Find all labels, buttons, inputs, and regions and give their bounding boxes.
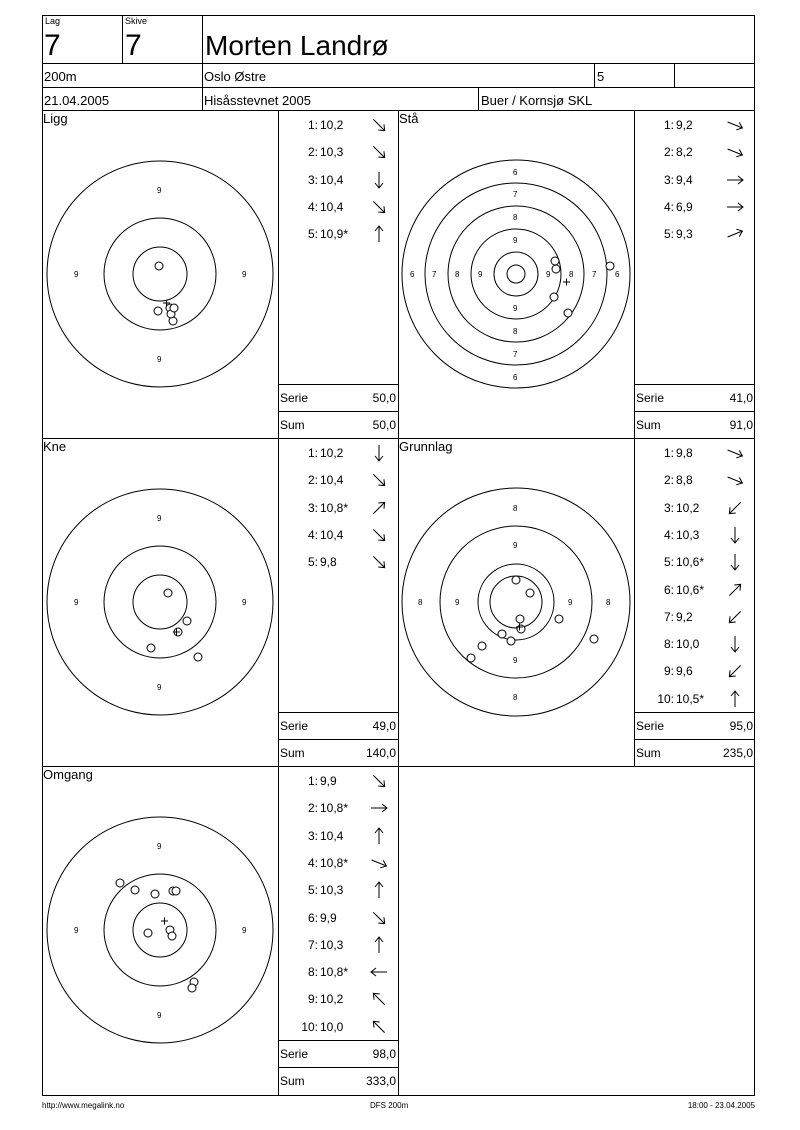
shot-hole — [526, 589, 534, 597]
shot-number: 5: — [663, 555, 674, 570]
shot-hole — [552, 265, 560, 273]
lag-label: Lag — [45, 16, 61, 26]
shot-row — [278, 555, 358, 569]
direction-arrow-icon — [724, 661, 746, 681]
shot-number: 2: — [663, 473, 674, 488]
divider — [634, 411, 755, 412]
shot-value: 8,2 — [676, 145, 693, 160]
shot-value: 9,8 — [676, 446, 693, 460]
ring-label: 8 — [455, 270, 460, 279]
divider — [278, 712, 398, 713]
shot-row — [278, 473, 358, 487]
shot-number: 4: — [307, 199, 318, 214]
divider — [202, 15, 203, 110]
shot-value: 9,6 — [676, 664, 693, 679]
shot-number: 2: — [307, 801, 318, 816]
ring-label: 9 — [157, 683, 162, 692]
direction-arrow-icon — [368, 962, 390, 982]
shot-number: 1: — [663, 118, 674, 132]
shot-value: 10,0 — [676, 637, 700, 652]
shot-value: 10,2 — [320, 992, 344, 1007]
shot-value: 10,4 — [320, 199, 344, 214]
ring-label: 9 — [157, 514, 162, 523]
ring-label: 9 — [242, 598, 247, 607]
sum-value: 333,0 — [365, 1074, 396, 1088]
shot-value: 10,3 — [320, 883, 344, 898]
mean-cross — [563, 279, 570, 286]
ring-label: 9 — [568, 598, 573, 607]
ring-label: 6 — [513, 373, 518, 382]
shot-value: 9,9 — [320, 774, 337, 788]
shot-value: 10,8* — [320, 500, 349, 515]
shot-row — [278, 992, 358, 1006]
shot-value: 10,8* — [320, 855, 349, 870]
serie-label: Serie — [280, 391, 309, 405]
shot-hole — [478, 642, 486, 650]
ring-label: 9 — [74, 598, 79, 607]
ring-label: 8 — [513, 504, 518, 513]
lag-value: 7 — [44, 29, 61, 62]
divider — [398, 110, 399, 766]
shot-row — [278, 938, 358, 952]
section-title-grunnlag: Grunnlag — [399, 439, 453, 454]
shot-number: 3: — [663, 500, 674, 515]
shot-value: 9,8 — [320, 555, 337, 570]
ring-label: 9 — [242, 270, 247, 279]
direction-arrow-icon — [368, 115, 390, 135]
shot-number: 2: — [307, 145, 318, 160]
shot-hole — [170, 304, 178, 312]
shot-number: 7: — [663, 609, 674, 624]
shot-number: 6: — [307, 910, 318, 925]
shot-value: 10,3 — [320, 937, 344, 952]
direction-arrow-icon — [368, 826, 390, 846]
shot-number: 3: — [307, 500, 318, 515]
shot-number: 9: — [307, 992, 318, 1007]
direction-arrow-icon — [368, 170, 390, 190]
shot-value: 9,2 — [676, 118, 693, 132]
shot-number: 5: — [307, 227, 318, 242]
shot-number: 5: — [307, 555, 318, 570]
shot-number: 10: — [301, 1019, 318, 1034]
ring-label: 7 — [432, 270, 437, 279]
ring-label: 8 — [513, 693, 518, 702]
shot-row — [634, 473, 714, 487]
shot-number: 4: — [663, 199, 674, 214]
shot-row — [278, 801, 358, 815]
direction-arrow-icon — [368, 798, 390, 818]
direction-arrow-icon — [368, 525, 390, 545]
shot-hole — [516, 615, 524, 623]
ring-label: 9 — [455, 598, 460, 607]
shot-value: 10,8* — [320, 801, 349, 816]
shot-row — [278, 145, 358, 159]
shot-value: 10,4 — [320, 828, 344, 843]
shot-value: 10,6* — [676, 582, 705, 597]
shot-hole — [183, 617, 191, 625]
divider — [594, 63, 595, 87]
target-ring — [104, 874, 216, 986]
sum-label: Sum — [636, 746, 661, 760]
direction-arrow-icon — [724, 443, 746, 463]
shot-hole — [147, 644, 155, 652]
direction-arrow-icon — [368, 552, 390, 572]
direction-arrow-icon — [724, 634, 746, 654]
shot-row — [634, 583, 714, 597]
shot-value: 10,6* — [676, 555, 705, 570]
target-ring — [478, 564, 554, 640]
direction-arrow-icon — [368, 443, 390, 463]
direction-arrow-icon — [368, 935, 390, 955]
direction-arrow-icon — [724, 470, 746, 490]
divider — [42, 63, 755, 64]
ring-label: 9 — [242, 926, 247, 935]
shot-value: 10,2 — [320, 446, 344, 460]
shot-value: 10,3 — [676, 527, 700, 542]
serie-label: Serie — [280, 719, 309, 733]
shot-hole — [512, 576, 520, 584]
divider — [278, 384, 398, 385]
ring-label: 9 — [157, 355, 162, 364]
direction-arrow-icon — [724, 197, 746, 217]
shot-row — [278, 774, 358, 788]
direction-arrow-icon — [368, 498, 390, 518]
shot-value: 10,2 — [676, 500, 700, 515]
sum-value: 140,0 — [365, 746, 396, 760]
target-ring — [133, 247, 187, 301]
ring-label: 9 — [513, 656, 518, 665]
target-ring — [507, 265, 525, 283]
shot-value: 10,4 — [320, 172, 344, 187]
shot-hole — [507, 637, 515, 645]
shot-row — [634, 118, 714, 132]
shot-number: 5: — [663, 227, 674, 242]
shot-hole — [131, 886, 139, 894]
shot-row — [634, 173, 714, 187]
shot-number: 3: — [307, 828, 318, 843]
section-title-ligg: Ligg — [43, 111, 68, 126]
shot-number: 1: — [307, 118, 318, 132]
divider — [634, 712, 755, 713]
ring-label: 9 — [513, 304, 518, 313]
shot-number: 2: — [307, 473, 318, 488]
target-ring — [494, 252, 538, 296]
shot-value: 10,9* — [320, 227, 349, 242]
divider — [278, 1040, 398, 1041]
shot-value: 9,4 — [676, 172, 693, 187]
shot-hole — [154, 307, 162, 315]
ring-label: 9 — [74, 270, 79, 279]
shot-row — [278, 829, 358, 843]
ring-label: 9 — [546, 270, 551, 279]
shot-hole — [564, 309, 572, 317]
shot-value: 6,9 — [676, 199, 693, 214]
serie-value: 49,0 — [372, 719, 396, 733]
shot-value: 9,3 — [676, 227, 693, 242]
shot-row — [634, 501, 714, 515]
sum-value: 235,0 — [722, 746, 753, 760]
shot-hole — [498, 630, 506, 638]
sum-value: 50,0 — [372, 418, 396, 432]
ring-label: 6 — [513, 168, 518, 177]
divider — [278, 1067, 398, 1068]
direction-arrow-icon — [368, 1017, 390, 1037]
direction-arrow-icon — [368, 470, 390, 490]
shot-value: 10,4 — [320, 527, 344, 542]
location: Buer / Kornsjø SKL — [481, 93, 593, 108]
shot-hole — [194, 653, 202, 661]
shot-row — [278, 883, 358, 897]
direction-arrow-icon — [724, 142, 746, 162]
sum-label: Sum — [280, 746, 305, 760]
shot-number: 5: — [307, 883, 318, 898]
shot-value: 9,2 — [676, 609, 693, 624]
target-grunnlag — [400, 486, 632, 718]
divider — [634, 384, 755, 385]
ring-label: 7 — [513, 350, 518, 359]
sum-value: 91,0 — [729, 418, 753, 432]
shot-hole — [188, 984, 196, 992]
shot-number: 7: — [307, 937, 318, 952]
ring-label: 7 — [513, 190, 518, 199]
sum-label: Sum — [280, 418, 305, 432]
club: Oslo Østre — [204, 69, 267, 84]
shot-row — [634, 637, 714, 651]
ring-label: 6 — [410, 270, 415, 279]
shot-row — [278, 200, 358, 214]
shooter-name: Morten Landrø — [205, 30, 389, 61]
direction-arrow-icon — [368, 880, 390, 900]
divider — [278, 411, 398, 412]
divider — [634, 739, 755, 740]
shot-value: 10,5* — [676, 691, 705, 706]
ring-label: 6 — [615, 270, 620, 279]
shot-hole — [151, 890, 159, 898]
date: 21.04.2005 — [44, 93, 110, 108]
target-staa — [400, 158, 632, 390]
shot-hole — [517, 625, 525, 633]
shot-hole — [606, 262, 614, 270]
serie-label: Serie — [636, 719, 665, 733]
direction-arrow-icon — [724, 170, 746, 190]
divider — [122, 15, 123, 63]
skive-label: Skive — [125, 16, 148, 26]
shot-row — [278, 173, 358, 187]
serie-value: 98,0 — [372, 1047, 396, 1061]
direction-arrow-icon — [724, 224, 746, 244]
divider — [278, 739, 398, 740]
ring-label: 9 — [157, 186, 162, 195]
shot-row — [634, 610, 714, 624]
ring-label: 9 — [513, 541, 518, 550]
serie-label: Serie — [636, 391, 665, 405]
shot-row — [278, 118, 358, 132]
target-ring — [133, 903, 187, 957]
ring-label: 9 — [74, 926, 79, 935]
footer-url: http://www.megalink.no — [42, 1101, 125, 1110]
shot-row — [634, 528, 714, 542]
ring-label: 9 — [157, 1011, 162, 1020]
shot-number: 8: — [307, 965, 318, 980]
ring-label: 9 — [157, 842, 162, 851]
class: 5 — [597, 69, 605, 84]
shot-hole — [555, 615, 563, 623]
ring-label: 9 — [513, 236, 518, 245]
divider — [478, 87, 479, 110]
shot-hole — [164, 589, 172, 597]
target-ligg — [44, 158, 276, 390]
shot-row — [278, 965, 358, 979]
shot-row — [634, 200, 714, 214]
shot-value: 10,2 — [320, 118, 344, 132]
section-title-staa: Stå — [399, 111, 419, 126]
footer-timestamp: 18:00 - 23.04.2005 — [687, 1101, 755, 1110]
shot-hole — [550, 293, 558, 301]
ring-label: 8 — [418, 598, 423, 607]
shot-number: 1: — [663, 446, 674, 460]
target-ring — [425, 183, 607, 365]
ring-label: 8 — [569, 270, 574, 279]
direction-arrow-icon — [368, 142, 390, 162]
direction-arrow-icon — [368, 197, 390, 217]
shot-value: 10,8* — [320, 965, 349, 980]
shot-number: 3: — [307, 172, 318, 187]
ring-label: 9 — [478, 270, 483, 279]
direction-arrow-icon — [368, 989, 390, 1009]
shot-row — [278, 856, 358, 870]
target-ring — [402, 488, 630, 716]
mean-cross — [161, 918, 168, 925]
skive-value: 7 — [125, 29, 142, 62]
shot-row — [278, 911, 358, 925]
serie-value: 41,0 — [729, 391, 753, 405]
shot-value: 10,0 — [320, 1019, 344, 1034]
shot-value: 8,8 — [676, 473, 693, 488]
shot-row — [278, 1020, 358, 1034]
target-ring — [133, 575, 187, 629]
distance: 200m — [44, 69, 77, 84]
direction-arrow-icon — [724, 115, 746, 135]
shot-number: 3: — [663, 172, 674, 187]
shot-row — [278, 501, 358, 515]
shot-hole — [590, 635, 598, 643]
shot-hole — [551, 257, 559, 265]
shot-hole — [116, 879, 124, 887]
target-omgang — [44, 814, 276, 1046]
shot-row — [634, 664, 714, 678]
shot-row — [634, 227, 714, 241]
footer-program: DFS 200m — [370, 1101, 409, 1110]
section-title-kne: Kne — [43, 439, 67, 454]
shot-row — [278, 227, 358, 241]
shot-hole — [172, 887, 180, 895]
direction-arrow-icon — [724, 498, 746, 518]
direction-arrow-icon — [368, 224, 390, 244]
shot-number: 1: — [307, 446, 318, 460]
shot-hole — [168, 932, 176, 940]
shot-value: 10,3 — [320, 145, 344, 160]
shot-row — [634, 692, 714, 706]
divider — [398, 766, 399, 1096]
shot-number: 8: — [663, 637, 674, 652]
direction-arrow-icon — [368, 853, 390, 873]
direction-arrow-icon — [724, 580, 746, 600]
shot-value: 9,9 — [320, 910, 337, 925]
shot-number: 1: — [307, 774, 318, 788]
serie-label: Serie — [280, 1047, 309, 1061]
direction-arrow-icon — [368, 908, 390, 928]
divider — [674, 63, 675, 87]
target-ring — [104, 546, 216, 658]
shot-row — [634, 555, 714, 569]
divider — [42, 87, 755, 88]
section-title-omgang: Omgang — [43, 767, 93, 782]
shot-number: 9: — [663, 664, 674, 679]
ring-label: 8 — [513, 327, 518, 336]
shot-row — [278, 528, 358, 542]
shot-row — [634, 145, 714, 159]
direction-arrow-icon — [724, 689, 746, 709]
shot-number: 2: — [663, 145, 674, 160]
shot-row — [278, 446, 358, 460]
direction-arrow-icon — [368, 771, 390, 791]
direction-arrow-icon — [724, 552, 746, 572]
shot-hole — [144, 929, 152, 937]
serie-value: 95,0 — [729, 719, 753, 733]
serie-value: 50,0 — [372, 391, 396, 405]
target-kne — [44, 486, 276, 718]
ring-label: 8 — [513, 213, 518, 222]
shot-number: 4: — [307, 527, 318, 542]
shot-number: 6: — [663, 582, 674, 597]
ring-label: 7 — [592, 270, 597, 279]
shot-number: 4: — [307, 855, 318, 870]
sum-label: Sum — [280, 1074, 305, 1088]
shot-row — [634, 446, 714, 460]
shot-number: 4: — [663, 527, 674, 542]
ring-label: 8 — [606, 598, 611, 607]
shot-hole — [467, 654, 475, 662]
sum-label: Sum — [636, 418, 661, 432]
target-ring — [448, 206, 584, 342]
direction-arrow-icon — [724, 525, 746, 545]
shot-number: 10: — [657, 691, 674, 706]
event-name: Hisåsstevnet 2005 — [204, 93, 311, 108]
shot-hole — [155, 262, 163, 270]
direction-arrow-icon — [724, 607, 746, 627]
shot-value: 10,4 — [320, 473, 344, 488]
